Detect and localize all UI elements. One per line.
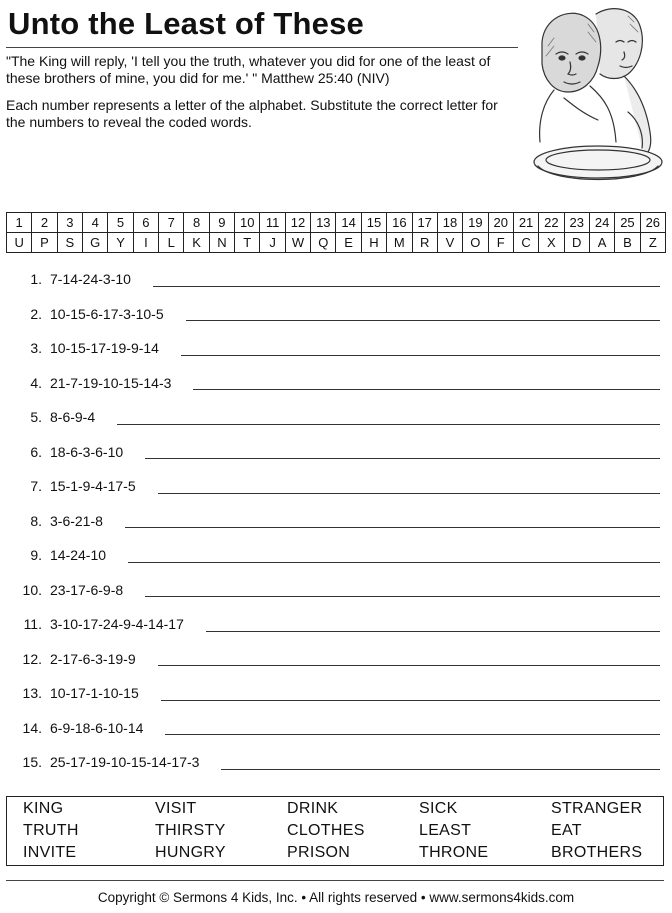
- coded-word-item: [6, 711, 660, 746]
- item-number: 10.: [22, 581, 42, 598]
- answer-line[interactable]: [221, 755, 660, 770]
- cipher-letter: K: [184, 233, 209, 253]
- word-bank-word: SICK: [419, 800, 458, 817]
- cipher-letter: Y: [108, 233, 133, 253]
- cipher-letter: P: [32, 233, 57, 253]
- number-code: 25-17-19-10-15-14-17-3: [50, 754, 200, 771]
- cipher-number: 8: [184, 213, 209, 233]
- number-code: 8-6-9-4: [50, 409, 96, 426]
- coded-word-item: [6, 469, 660, 504]
- cipher-number: 14: [336, 213, 361, 233]
- cipher-letter: N: [209, 233, 234, 253]
- answer-line[interactable]: [161, 686, 660, 701]
- word-bank-word: TRUTH: [23, 822, 79, 839]
- cipher-letter-row: [7, 233, 666, 253]
- number-code: 10-15-17-19-9-14: [50, 340, 159, 357]
- item-number: 6.: [30, 443, 42, 460]
- word-bank-grid: [23, 800, 663, 866]
- word-bank-word: THRONE: [419, 844, 489, 861]
- item-number: 9.: [30, 547, 42, 564]
- cipher-letter: W: [285, 233, 310, 253]
- answer-line[interactable]: [206, 617, 660, 632]
- number-code: 3-6-21-8: [50, 512, 103, 529]
- answer-line[interactable]: [165, 720, 660, 735]
- coded-word-item: [6, 745, 660, 780]
- cipher-letter: Q: [311, 233, 336, 253]
- cipher-number: 22: [539, 213, 564, 233]
- cipher-letter: D: [564, 233, 589, 253]
- cipher-letter: X: [539, 233, 564, 253]
- cipher-letter: U: [7, 233, 32, 253]
- coded-word-item: [6, 435, 660, 470]
- footer-divider: [6, 880, 664, 881]
- cipher-number: 9: [209, 213, 234, 233]
- answer-line[interactable]: [145, 582, 660, 597]
- cipher-letter: F: [488, 233, 513, 253]
- cipher-letter: G: [83, 233, 108, 253]
- item-number: 1.: [30, 271, 42, 288]
- cipher-letter: M: [387, 233, 412, 253]
- number-code: 15-1-9-4-17-5: [50, 478, 136, 495]
- coded-word-item: [6, 573, 660, 608]
- word-bank-word: PRISON: [287, 844, 351, 861]
- word-bank-word: THIRSTY: [155, 822, 226, 839]
- item-number: 2.: [30, 305, 42, 322]
- cipher-number: 21: [513, 213, 538, 233]
- cipher-letter: L: [159, 233, 184, 253]
- cipher-letter: C: [513, 233, 538, 253]
- word-bank: [6, 796, 664, 866]
- word-bank-word: DRINK: [287, 800, 339, 817]
- cipher-number: 12: [285, 213, 310, 233]
- word-bank-word: VISIT: [155, 800, 197, 817]
- word-bank-word: LEAST: [419, 822, 472, 839]
- number-code: 14-24-10: [50, 547, 107, 564]
- cipher-number: 13: [311, 213, 336, 233]
- coded-word-item: [6, 538, 660, 573]
- cipher-number-row: [7, 213, 666, 233]
- answer-line[interactable]: [158, 479, 660, 494]
- cipher-number: 2: [32, 213, 57, 233]
- cipher-letter: Z: [640, 233, 665, 253]
- item-number: 8.: [30, 512, 42, 529]
- cipher-letter: I: [133, 233, 158, 253]
- word-bank-word: EAT: [551, 822, 582, 839]
- cipher-number: 15: [361, 213, 386, 233]
- coded-word-item: [6, 262, 660, 297]
- cipher-letter: E: [336, 233, 361, 253]
- coded-word-item: [6, 297, 660, 332]
- cipher-letter: T: [235, 233, 260, 253]
- cipher-number: 16: [387, 213, 412, 233]
- cipher-number: 17: [412, 213, 437, 233]
- cipher-number: 20: [488, 213, 513, 233]
- cipher-number: 23: [564, 213, 589, 233]
- coded-word-item: [6, 642, 660, 677]
- number-code: 10-17-1-10-15: [50, 685, 139, 702]
- answer-line[interactable]: [125, 513, 660, 528]
- item-number: 4.: [30, 374, 42, 391]
- word-bank-word: CLOTHES: [287, 822, 365, 839]
- number-code: 10-15-6-17-3-10-5: [50, 305, 164, 322]
- answer-line[interactable]: [193, 375, 660, 390]
- cipher-number: 5: [108, 213, 133, 233]
- number-code: 2-17-6-3-19-9: [50, 650, 136, 667]
- cipher-key-table: [6, 212, 666, 253]
- word-bank-word: STRANGER: [551, 800, 643, 817]
- cipher-letter: O: [463, 233, 488, 253]
- number-code: 18-6-3-6-10: [50, 443, 124, 460]
- answer-line[interactable]: [181, 341, 660, 356]
- copyright-footer: Copyright © Sermons 4 Kids, Inc. • All rights reserved • www.sermons4kids.com: [97, 890, 575, 905]
- number-code: 23-17-6-9-8: [50, 581, 124, 598]
- item-number: 3.: [30, 340, 42, 357]
- cipher-letter: R: [412, 233, 437, 253]
- word-bank-word: HUNGRY: [155, 844, 226, 861]
- word-bank-word: BROTHERS: [551, 844, 643, 861]
- item-number: 14.: [22, 719, 42, 736]
- answer-line[interactable]: [153, 272, 660, 287]
- cipher-number: 19: [463, 213, 488, 233]
- cipher-number: 6: [133, 213, 158, 233]
- cipher-number: 11: [260, 213, 285, 233]
- cipher-number: 10: [235, 213, 260, 233]
- coded-word-item: [6, 366, 660, 401]
- cipher-number: 7: [159, 213, 184, 233]
- page-title: Unto the Least of These: [8, 6, 364, 41]
- item-number: 15.: [22, 754, 42, 771]
- cipher-letter: H: [361, 233, 386, 253]
- scripture-quote: "The King will reply, 'I tell you the truth, whatever you did for one of the least of these brothers of mine, you did for me.' " Matthew 25:40 (NIV): [6, 53, 491, 86]
- word-bank-word: INVITE: [23, 844, 77, 861]
- number-code: 6-9-18-6-10-14: [50, 719, 144, 736]
- cipher-number: 4: [83, 213, 108, 233]
- cipher-number: 18: [437, 213, 462, 233]
- answer-line[interactable]: [158, 651, 660, 666]
- answer-line[interactable]: [145, 444, 660, 459]
- answer-line[interactable]: [186, 306, 660, 321]
- coded-word-item: [6, 504, 660, 539]
- coded-word-item: [6, 607, 660, 642]
- item-number: 11.: [23, 616, 42, 633]
- item-number: 7.: [30, 478, 42, 495]
- cipher-number: 24: [589, 213, 614, 233]
- instructions: Each number represents a letter of the alphabet. Substitute the correct letter for the numbers to reveal the coded words.: [6, 97, 498, 130]
- children-with-bowl-illustration: [524, 2, 670, 202]
- item-number: 13.: [22, 685, 42, 702]
- word-bank-word: KING: [23, 800, 64, 817]
- answer-line[interactable]: [128, 548, 660, 563]
- cipher-number: 25: [615, 213, 640, 233]
- cipher-number: 3: [57, 213, 82, 233]
- coded-word-item: [6, 676, 660, 711]
- number-code: 3-10-17-24-9-4-14-17: [50, 616, 184, 633]
- number-code: 21-7-19-10-15-14-3: [50, 374, 172, 391]
- coded-word-item: [6, 400, 660, 435]
- cipher-letter: J: [260, 233, 285, 253]
- answer-line[interactable]: [117, 410, 660, 425]
- cipher-letter: B: [615, 233, 640, 253]
- item-number: 5.: [30, 409, 42, 426]
- cipher-letter: V: [437, 233, 462, 253]
- cipher-letter: S: [57, 233, 82, 253]
- number-code: 7-14-24-3-10: [50, 271, 131, 288]
- title-divider: [6, 47, 518, 48]
- cipher-number: 26: [640, 213, 665, 233]
- item-number: 12.: [22, 650, 42, 667]
- coded-word-item: [6, 331, 660, 366]
- cipher-letter: A: [589, 233, 614, 253]
- cipher-number: 1: [7, 213, 32, 233]
